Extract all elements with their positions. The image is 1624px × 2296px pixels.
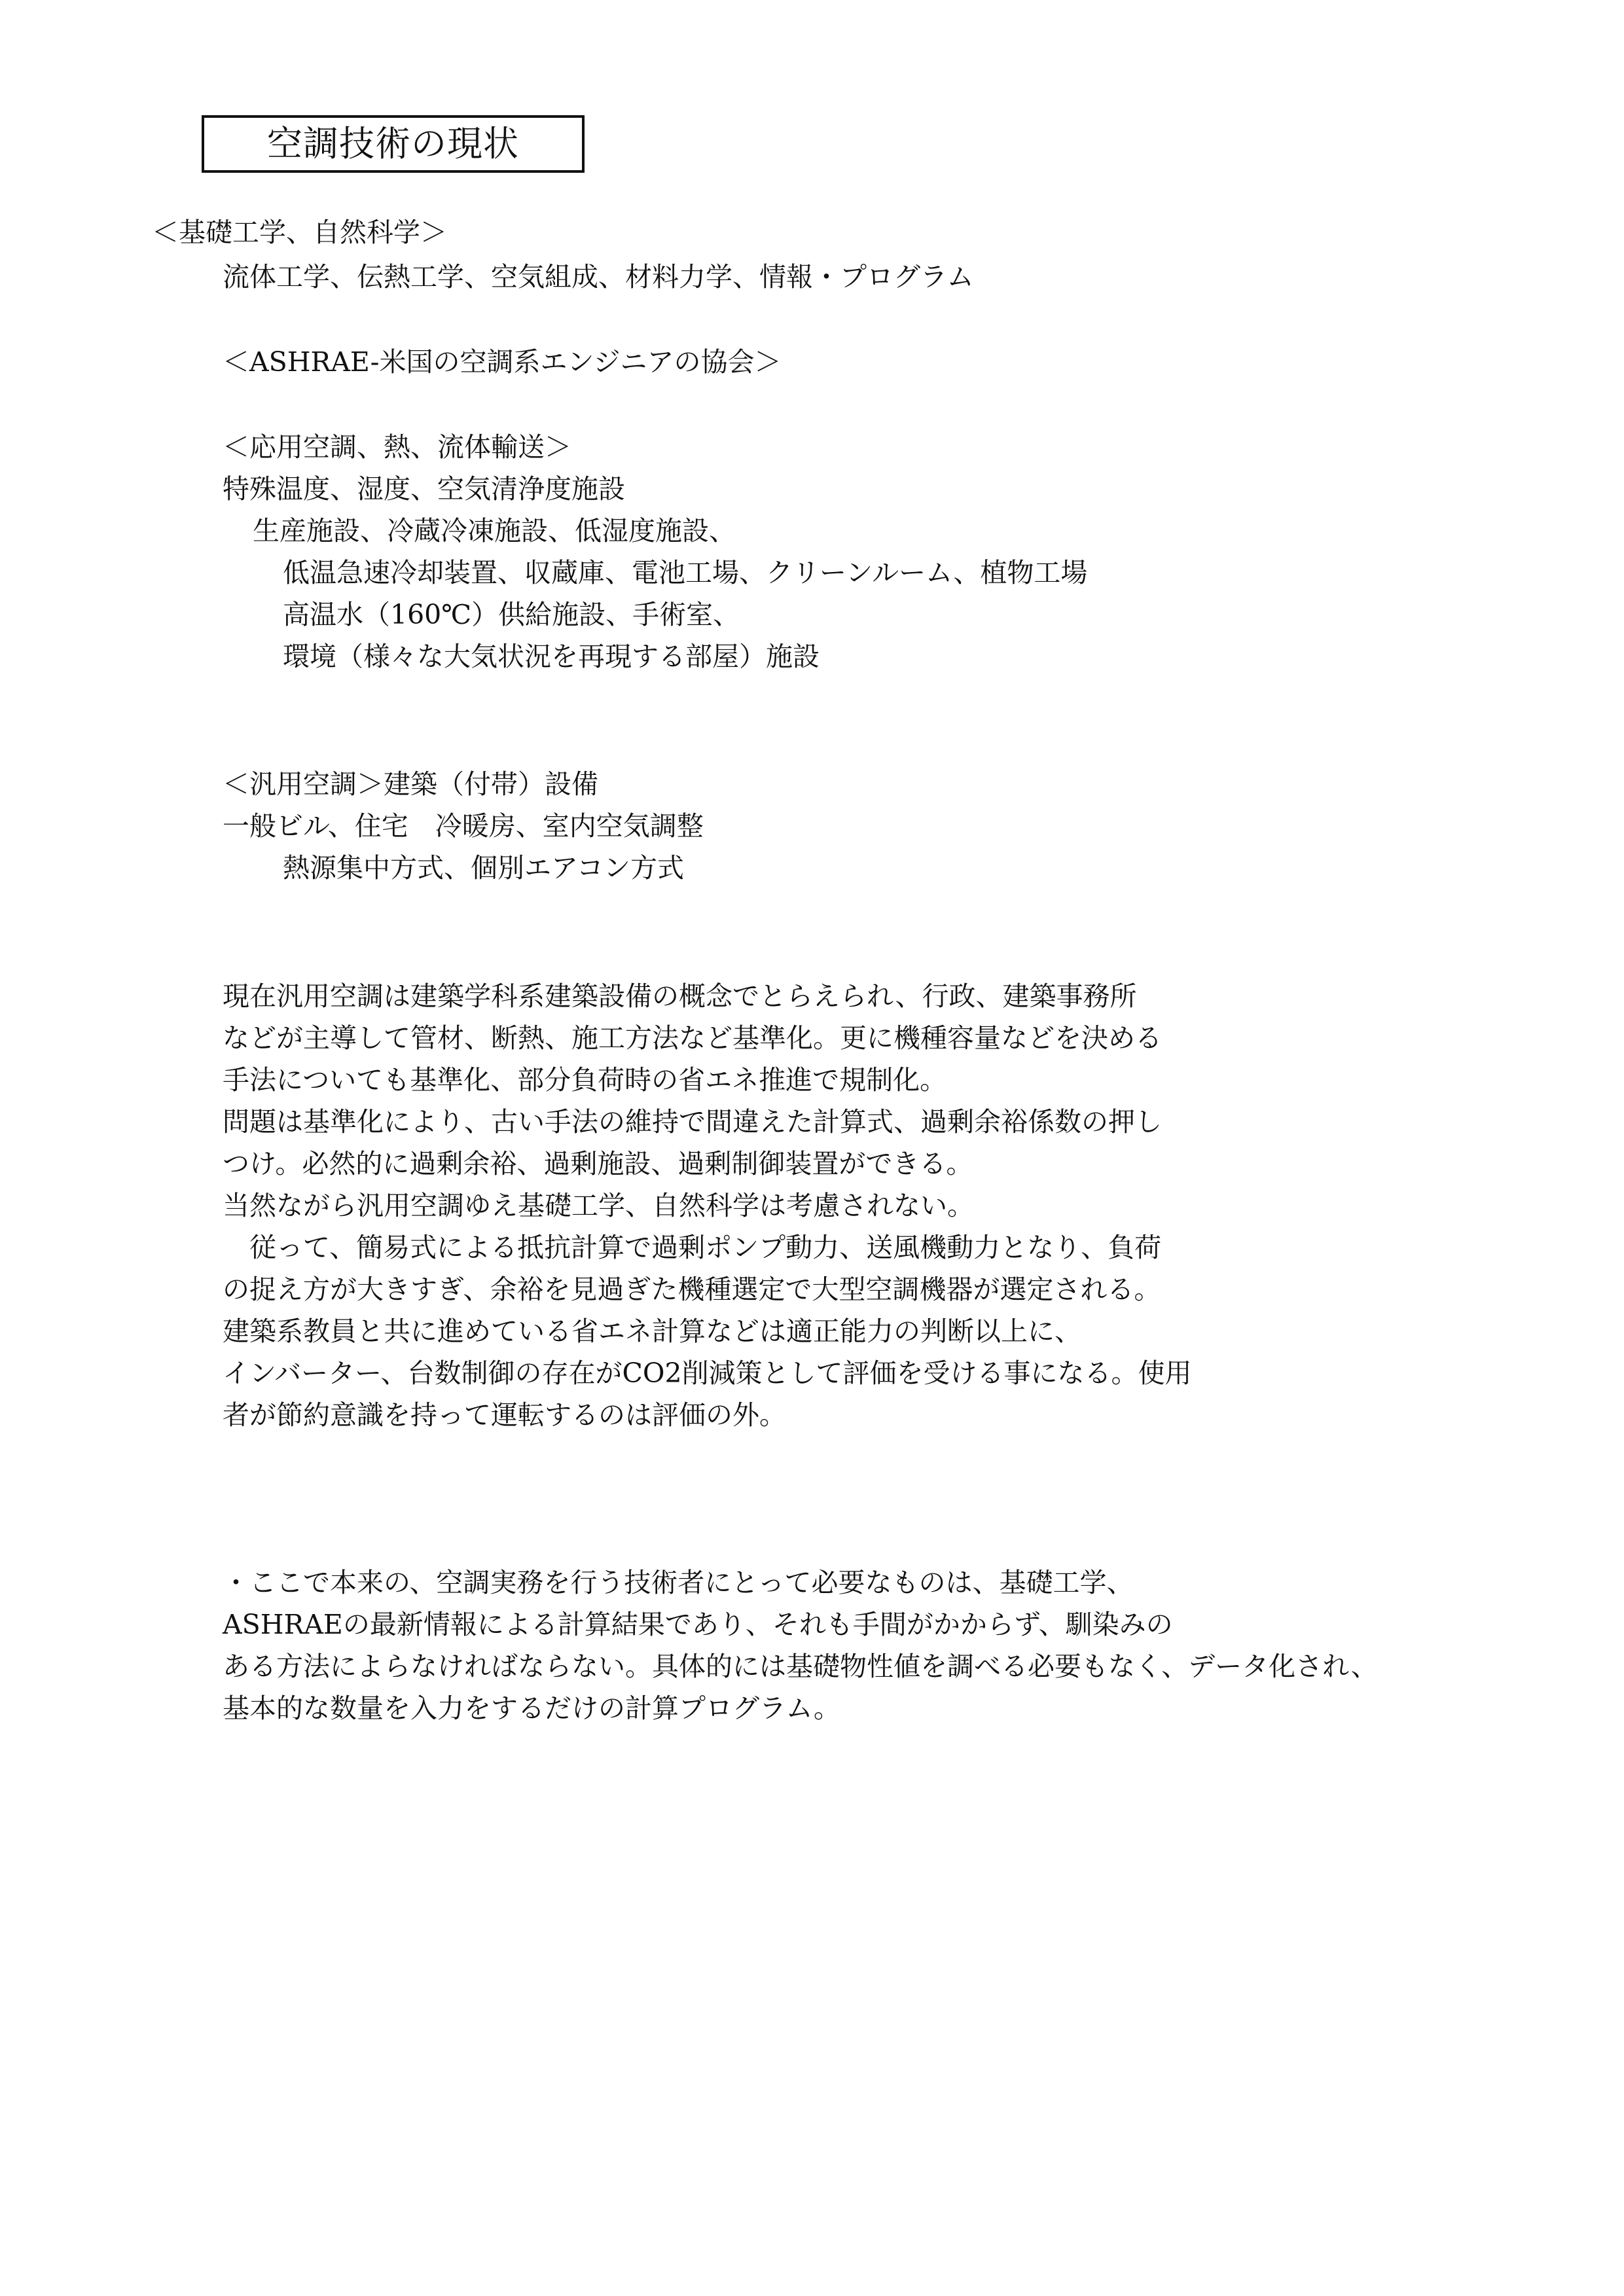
paragraph-line: などが主導して管材、断熱、施工方法など基準化。更に機種容量などを決める <box>223 1022 1162 1054</box>
conclusion-line: ・ここで本来の、空調実務を行う技術者にとって必要なものは、基礎工学、 <box>223 1567 1134 1598</box>
paragraph-line: 従って、簡易式による抵抗計算で過剰ポンプ動力、送風機動力となり、負荷 <box>223 1232 1162 1263</box>
paragraph-line: の捉え方が大きすぎ、余裕を見過ぎた機種選定で大型空調機器が選定される。 <box>223 1274 1161 1305</box>
basic-science-items: 流体工学、伝熱工学、空気組成、材料力学、情報・プログラム <box>223 261 974 293</box>
applied-line: 生産施設、冷蔵冷凍施設、低湿度施設、 <box>253 515 736 547</box>
paragraph-line: 手法についても基準化、部分負荷時の省エネ推進で規制化。 <box>223 1064 947 1096</box>
general-line: 一般ビル、住宅 冷暖房、室内空気調整 <box>223 810 704 842</box>
paragraph-line: 問題は基準化により、古い手法の維持で間違えた計算式、過剰余裕係数の押し <box>223 1106 1162 1138</box>
conclusion-line: 基本的な数量を入力をするだけの計算プログラム。 <box>223 1693 840 1724</box>
applied-heading: ＜応用空調、熱、流体輸送＞ <box>223 431 571 463</box>
conclusion-line: ある方法によらなければならない。具体的には基礎物性値を調べる必要もなく、データ化され、 <box>223 1651 1378 1682</box>
paragraph-line: 者が節約意識を持って運転するのは評価の外。 <box>223 1399 786 1431</box>
paragraph-line: 当然ながら汎用空調ゆえ基礎工学、自然科学は考慮されない。 <box>223 1190 974 1221</box>
paragraph-line: 建築系教員と共に進めている省エネ計算などは適正能力の判断以上に、 <box>223 1316 1081 1347</box>
applied-line: 高温水（160℃）供給施設、手術室、 <box>283 599 740 630</box>
general-line: 熱源集中方式、個別エアコン方式 <box>283 852 684 884</box>
paragraph-line: インバーター、台数制御の存在がCO2削減策として評価を受ける事になる。使用 <box>223 1357 1192 1389</box>
basic-science-heading: ＜基礎工学、自然科学＞ <box>152 217 447 248</box>
document-title: 空調技術の現状 <box>202 115 585 173</box>
ashrae-heading: ＜ASHRAE-米国の空調系エンジニアの協会＞ <box>223 346 782 378</box>
conclusion-line: ASHRAEの最新情報による計算結果であり、それも手間がかからず、馴染みの <box>223 1609 1173 1640</box>
general-heading: ＜汎用空調＞建築（付帯）設備 <box>223 768 598 800</box>
paragraph-line: 現在汎用空調は建築学科系建築設備の概念でとらえられ、行政、建築事務所 <box>223 980 1137 1012</box>
applied-line: 環境（様々な大気状況を再現する部屋）施設 <box>283 641 820 672</box>
applied-line: 特殊温度、湿度、空気清浄度施設 <box>223 473 625 505</box>
paragraph-line: つけ。必然的に過剰余裕、過剰施設、過剰制御装置ができる。 <box>223 1148 973 1179</box>
applied-line: 低温急速冷却装置、収蔵庫、電池工場、クリーンルーム、植物工場 <box>283 557 1088 588</box>
